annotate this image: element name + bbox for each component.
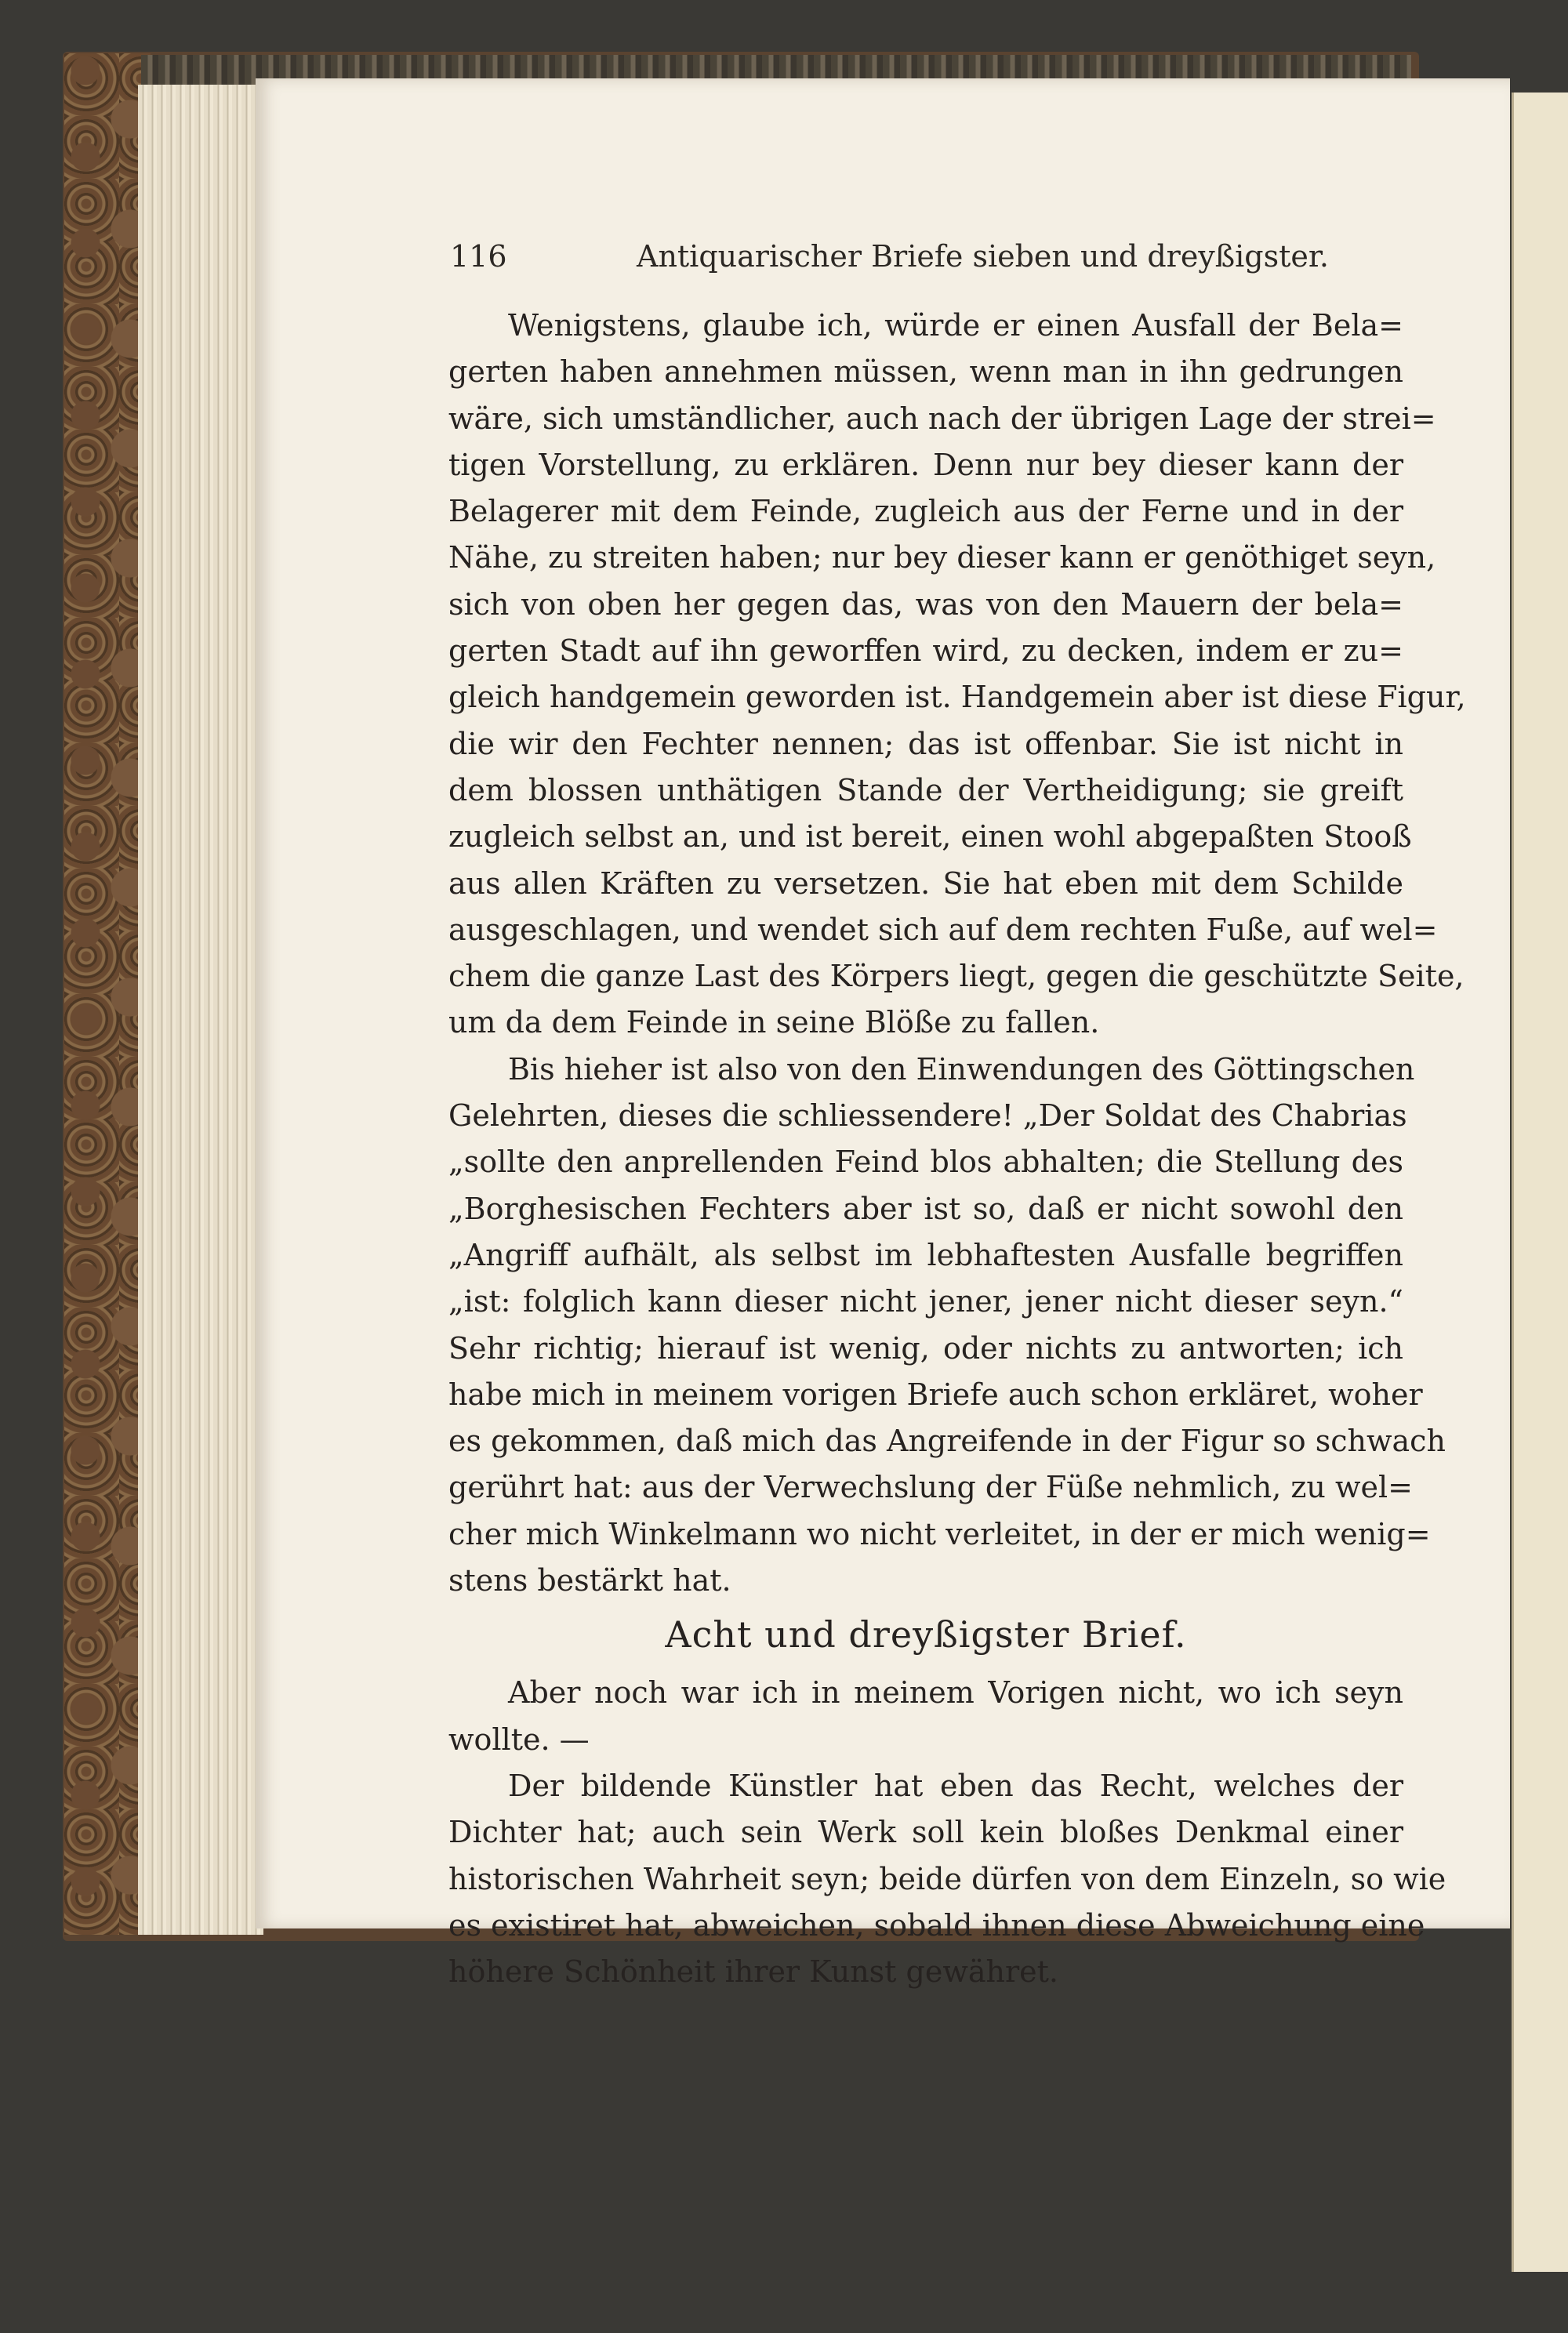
letter-heading: Acht und dreyßigster Brief. (665, 1613, 1187, 1656)
text-line: zugleich selbst an, und ist bereit, einen wohl abgepaßten Stooß (448, 819, 1412, 854)
text-line: „Angriff aufhält, als selbst im lebhaftesten Ausfalle begriffen (448, 1237, 1403, 1272)
text-line: tigen Vorstellung, zu erklären. Denn nur bey dieser kann der (448, 447, 1403, 482)
text-line: um da dem Feinde in seine Blöße zu fallen. (448, 1005, 1100, 1040)
page-number: 116 (450, 239, 507, 274)
text-line: Aber noch war ich in meinem Vorigen nicht, wo ich seyn (508, 1675, 1403, 1711)
text-line: gerten Stadt auf ihn geworffen wird, zu decken, indem er zu= (448, 633, 1403, 669)
facing-page-edge (1512, 93, 1568, 2272)
text-line: es gekommen, daß mich das Angreifende in der Figur so schwach (448, 1424, 1446, 1459)
text-line: habe mich in meinem vorigen Briefe auch schon erkläret, woher (448, 1377, 1423, 1412)
text-line: gleich handgemein geworden ist. Handgemein aber ist diese Figur, (448, 680, 1466, 715)
text-line: sich von oben her gegen das, was von den Mauern der bela= (448, 586, 1403, 622)
text-line: es existiret hat, abweichen, sobald ihnen diese Abweichung eine (448, 1907, 1425, 1943)
text-line: historischen Wahrheit seyn; beide dürfen von dem Einzeln, so wie (448, 1861, 1446, 1896)
text-line: „sollte den anprellenden Feind blos abhalten; die Stellung des (448, 1145, 1403, 1180)
paragraph-2 (448, 1047, 1446, 1605)
text-line: Gelehrten, dieses die schliessendere! „Der Soldat des Chabrias (448, 1098, 1407, 1134)
text-line: wollte. — (448, 1722, 590, 1757)
running-head: Antiquarischer Briefe sieben und dreyßigster. (637, 239, 1329, 274)
text-line: wäre, sich umständlicher, auch nach der übrigen Lage der strei= (448, 401, 1436, 436)
text-line: Sehr richtig; hierauf ist wenig, oder nichts zu antworten; ich (448, 1330, 1403, 1366)
text-line: gerührt hat: aus der Verwechslung der Füße nehmlich, zu wel= (448, 1470, 1413, 1505)
paragraph-3 (448, 1670, 1403, 1763)
text-line: stens bestärkt hat. (448, 1563, 731, 1598)
text-line: Nähe, zu streiten haben; nur bey dieser kann er genöthiget seyn, (448, 540, 1436, 575)
text-line: die wir den Fechter nennen; das ist offenbar. Sie ist nicht in (448, 726, 1403, 761)
text-line: höhere Schönheit ihrer Kunst gewähret. (448, 1954, 1058, 1990)
text-line: gerten haben annehmen müssen, wenn man in ihn gedrungen (448, 354, 1403, 390)
text-line: „ist: folglich kann dieser nicht jener, jener nicht dieser seyn.“ (448, 1284, 1403, 1319)
text-line: Wenigstens, glaube ich, würde er einen Ausfall der Bela= (508, 308, 1403, 343)
paragraph-4 (448, 1763, 1446, 1995)
text-line: Dichter hat; auch sein Werk soll kein bloßes Denkmal einer (448, 1815, 1403, 1850)
text-line: dem blossen unthätigen Stande der Vertheidigung; sie greift (448, 772, 1403, 807)
page-edges (138, 85, 263, 1935)
text-line: „Borghesischen Fechters aber ist so, daß er nicht sowohl den (448, 1191, 1403, 1226)
text-line: Belagerer mit dem Feinde, zugleich aus der Ferne und in der (448, 494, 1403, 529)
text-line: cher mich Winkelmann wo nicht verleitet, in der er mich wenig= (448, 1516, 1431, 1551)
text-line: ausgeschlagen, und wendet sich auf dem rechten Fuße, auf wel= (448, 912, 1438, 947)
text-line: aus allen Kräften zu versetzen. Sie hat eben mit dem Schilde (448, 865, 1403, 901)
text-line: Der bildende Künstler hat eben das Recht, welches der (508, 1768, 1403, 1803)
text-line: Bis hieher ist also von den Einwendungen des Göttingschen (508, 1051, 1415, 1087)
body-text (448, 303, 1466, 1995)
paragraph-1 (448, 303, 1466, 1047)
page-header (450, 239, 1406, 285)
text-line: chem die ganze Last des Körpers liegt, gegen die geschützte Seite, (448, 959, 1465, 994)
